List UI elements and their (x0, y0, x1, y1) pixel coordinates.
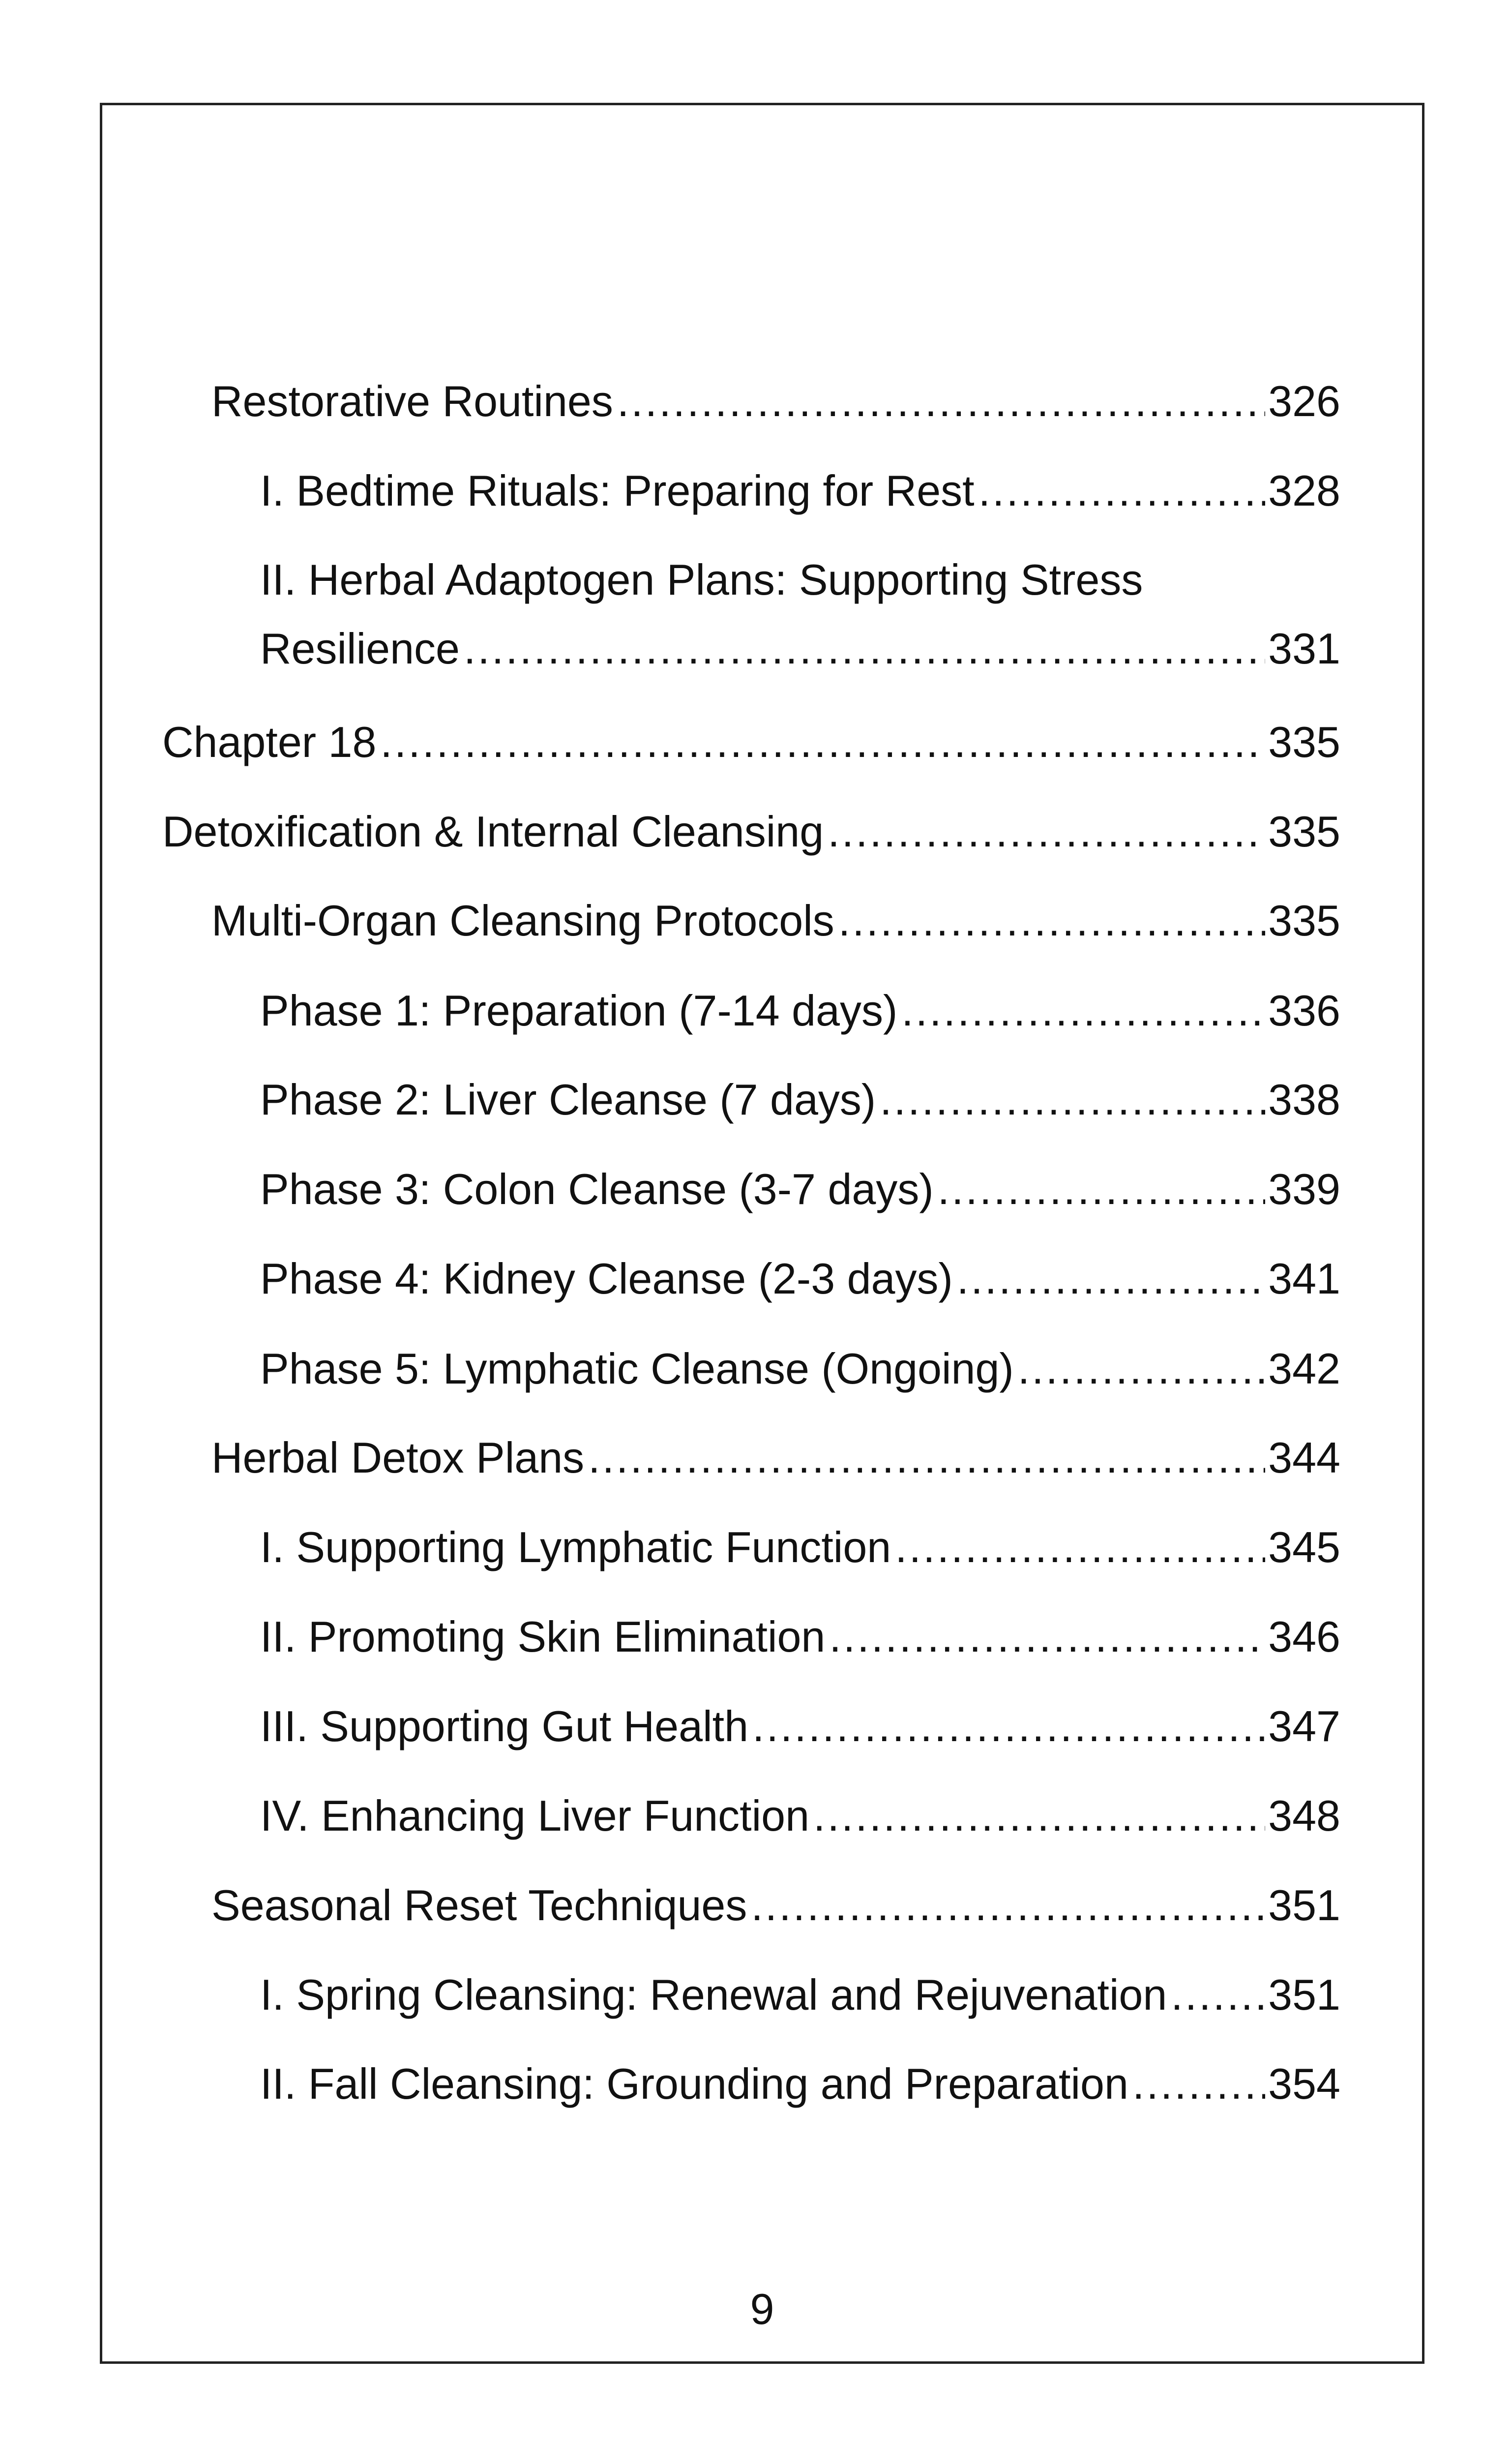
dot-leader (938, 1155, 1266, 1224)
toc-entry-page: 331 (1268, 624, 1340, 673)
toc-entry-page: 348 (1268, 1791, 1340, 1840)
dot-leader (978, 456, 1266, 525)
toc-entry-title: Multi-Organ Cleansing Protocols (211, 896, 834, 945)
toc-entry-restorative-routines[interactable] (211, 367, 1340, 436)
toc-entry-title: IV. Enhancing Liver Function (260, 1791, 810, 1840)
dot-leader (588, 1423, 1265, 1492)
toc-entry-seasonal-reset[interactable] (211, 1871, 1340, 1940)
dot-leader (751, 1871, 1265, 1940)
toc-entry-title: I. Bedtime Rituals: Preparing for Rest (260, 466, 975, 515)
toc-entry-title: Chapter 18 (162, 718, 377, 766)
toc-entry-phase-5[interactable] (260, 1334, 1340, 1403)
dot-leader (1132, 2050, 1265, 2118)
table-of-contents (102, 105, 1422, 2361)
dot-leader (880, 1065, 1265, 1134)
dot-leader (828, 797, 1265, 866)
toc-entry-title-line2: Resilience (260, 624, 460, 673)
dot-leader (957, 1244, 1265, 1313)
toc-entry-page: 326 (1268, 377, 1340, 425)
dot-leader (829, 1602, 1265, 1671)
toc-entry-lymphatic-function[interactable] (260, 1513, 1340, 1582)
dot-leader (380, 708, 1265, 777)
toc-entry-title: III. Supporting Gut Health (260, 1702, 749, 1750)
dot-leader (838, 886, 1265, 955)
toc-entry-spring-cleansing[interactable] (260, 1960, 1340, 2029)
toc-entry-page: 351 (1268, 1970, 1340, 2019)
dot-leader (464, 614, 1265, 683)
toc-entry-title: Seasonal Reset Techniques (211, 1881, 747, 1930)
toc-entry-title: Phase 4: Kidney Cleanse (2-3 days) (260, 1254, 953, 1303)
toc-entry-page: 345 (1268, 1523, 1340, 1571)
toc-entry-title: Phase 2: Liver Cleanse (7 days) (260, 1075, 876, 1124)
toc-entry-page: 335 (1268, 718, 1340, 766)
toc-entry-phase-2[interactable] (260, 1065, 1340, 1134)
toc-entry-title: Phase 1: Preparation (7-14 days) (260, 986, 898, 1035)
toc-entry-phase-1[interactable] (260, 976, 1340, 1045)
toc-entry-bedtime-rituals[interactable] (260, 456, 1340, 525)
dot-leader (895, 1513, 1265, 1582)
dot-leader (617, 367, 1265, 436)
toc-entry-page: 335 (1268, 807, 1340, 856)
toc-entry-phase-4[interactable] (260, 1244, 1340, 1313)
dot-leader (901, 976, 1265, 1045)
toc-entry-page: 328 (1268, 466, 1340, 515)
toc-entry-detoxification[interactable] (162, 797, 1340, 866)
toc-entry-page: 344 (1268, 1433, 1340, 1482)
dot-leader (1018, 1334, 1265, 1403)
toc-entry-page: 335 (1268, 896, 1340, 945)
toc-entry-title: Phase 3: Colon Cleanse (3-7 days) (260, 1165, 934, 1213)
toc-entry-page: 354 (1268, 2059, 1340, 2108)
toc-entry-title: I. Supporting Lymphatic Function (260, 1523, 891, 1571)
toc-entry-title: II. Promoting Skin Elimination (260, 1612, 826, 1661)
toc-entry-title-line1: II. Herbal Adaptogen Plans: Supporting Stress (260, 555, 1143, 604)
toc-entry-page: 347 (1268, 1702, 1340, 1750)
toc-entry-title: Herbal Detox Plans (211, 1433, 585, 1482)
toc-entry-herbal-detox-plans[interactable] (211, 1423, 1340, 1492)
toc-entry-title: Phase 5: Lymphatic Cleanse (Ongoing) (260, 1344, 1014, 1393)
dot-leader (752, 1692, 1265, 1761)
toc-entry-line2 (260, 614, 1340, 683)
toc-entry-page: 342 (1268, 1344, 1340, 1393)
page-number: 9 (750, 2285, 774, 2333)
toc-entry-title: Detoxification & Internal Cleansing (162, 807, 824, 856)
toc-entry-gut-health[interactable] (260, 1692, 1340, 1761)
toc-entry-multi-organ-cleansing[interactable] (211, 886, 1340, 955)
toc-entry-title: I. Spring Cleansing: Renewal and Rejuvenation (260, 1970, 1167, 2019)
dot-leader (1171, 1960, 1265, 2029)
toc-entry-page: 346 (1268, 1612, 1340, 1661)
toc-entry-page: 338 (1268, 1075, 1340, 1124)
toc-entry-title: Restorative Routines (211, 377, 613, 425)
toc-entry-page: 351 (1268, 1881, 1340, 1930)
toc-entry-page: 339 (1268, 1165, 1340, 1213)
toc-entry-skin-elimination[interactable] (260, 1602, 1340, 1671)
toc-entry-title: II. Fall Cleansing: Grounding and Preparation (260, 2059, 1128, 2108)
dot-leader (813, 1781, 1265, 1850)
toc-entry-chapter-18[interactable] (162, 708, 1340, 777)
toc-entry-herbal-adaptogen-plans[interactable] (260, 545, 1340, 683)
page-frame (100, 103, 1424, 2364)
toc-entry-page: 341 (1268, 1254, 1340, 1303)
toc-entry-fall-cleansing[interactable] (260, 2050, 1340, 2118)
toc-entry-phase-3[interactable] (260, 1155, 1340, 1224)
toc-entry-liver-function[interactable] (260, 1781, 1340, 1850)
toc-entry-page: 336 (1268, 986, 1340, 1035)
